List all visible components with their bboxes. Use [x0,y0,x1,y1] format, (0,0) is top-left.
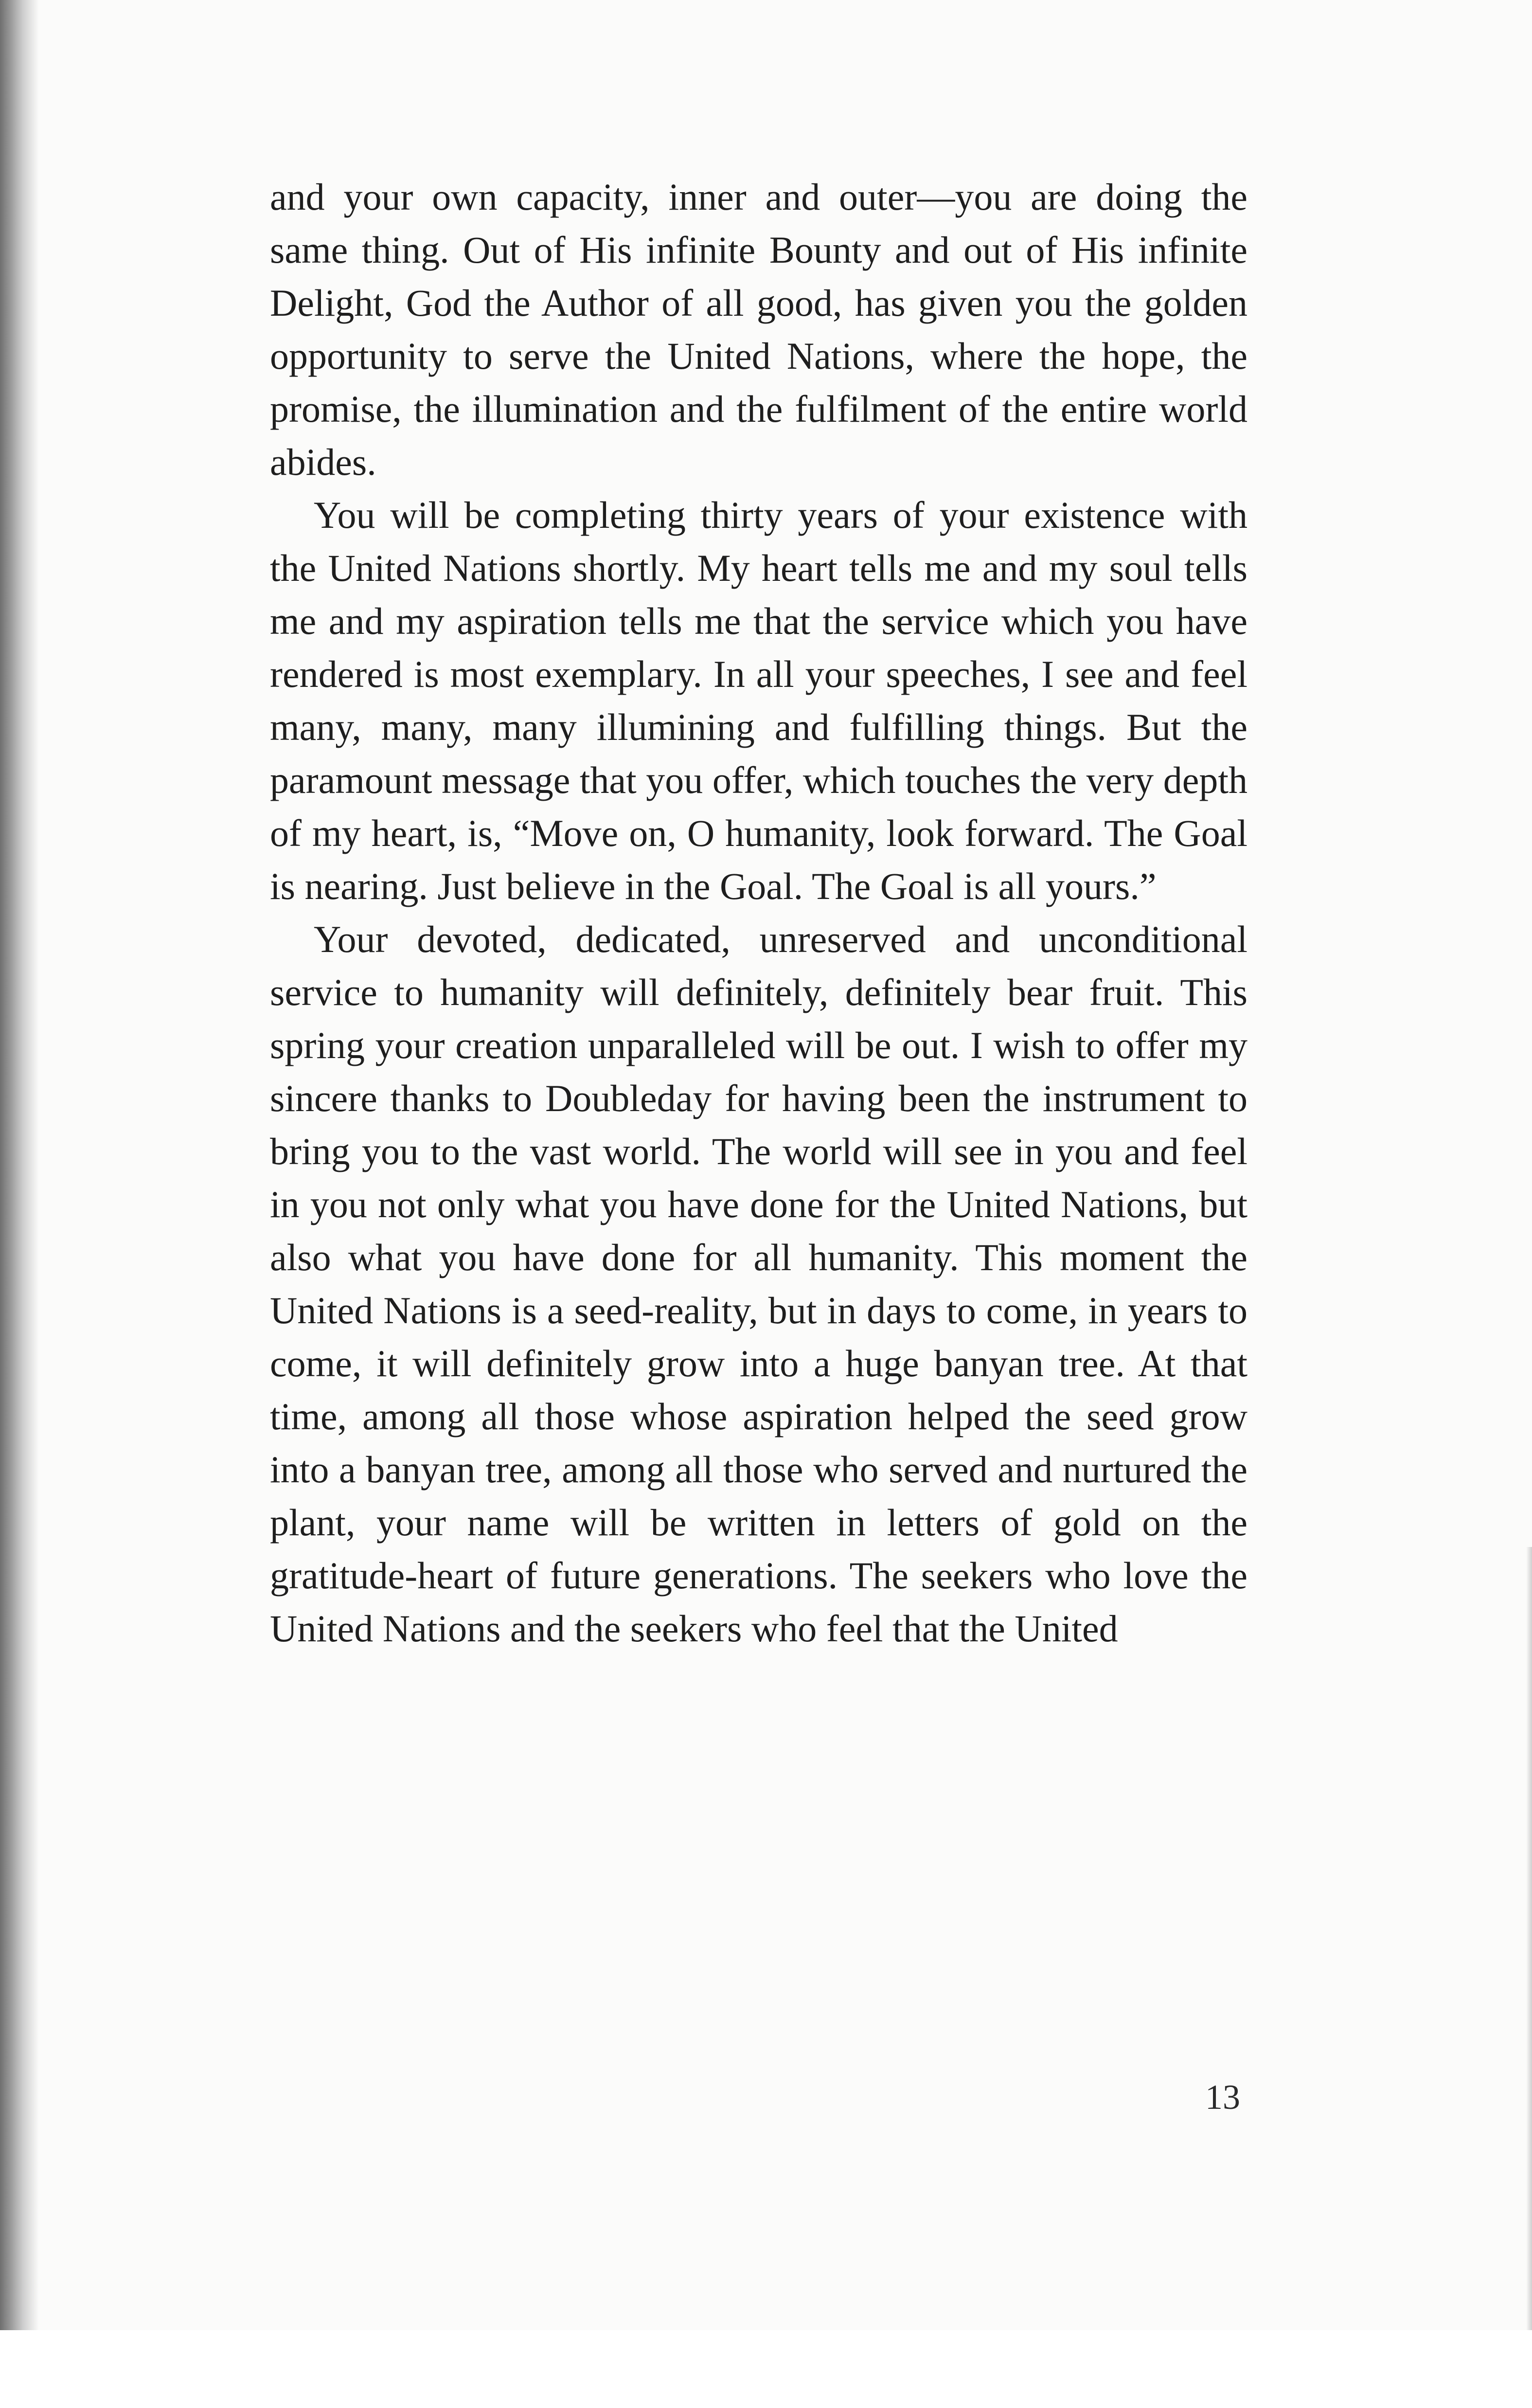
body-text [270,170,1247,1655]
scan-edge-shadow [0,0,39,2408]
scan-margin-bottom [0,2330,1532,2408]
paragraph-thirty-years: You will be completing thirty years of your existence with the United Nations shortly. My heart tells me and my soul tells me and my aspiration tells me that the service which you have rendered is most exemplary. In all your speeches, I see and feel many, many, many illumining and fulfilling things. But the paramount message that you offer, which touches the very depth of my heart, is, “Move on, O humanity, look forward. The Goal is nearing. Just believe in the Goal. The Goal is all yours.” [270,494,1247,907]
paragraph-service: Your devoted, dedicated, unreserved and unconditional service to humanity will definitely, definitely bear fruit. This spring your creation unparalleled will be out. I wish to offer my sincere thanks to Doubleday for having been the instrument to bring you to the vast world. The world will see in you and feel in you not only what you have done for the United Nations, but also what you have done for all humanity. This moment the United Nations is a seed-reality, but in days to come, in years to come, it will definitely grow into a huge banyan tree. At that time, among all those whose aspiration helped the seed grow into a banyan tree, among all those who served and nurtured the plant, your name will be written in letters of gold on the gratitude-heart of future generations. The seekers who love the United Nations and the seekers who feel that the United [270,918,1247,1650]
scan-edge-right [1526,1547,1532,2335]
page-number: 13 [1205,2078,1240,2117]
paragraph-continuation: and your own capacity, inner and outer—you are doing the same thing. Out of His infinite Bounty and out of His infinite Delight, God the Author of all good, has given you the golden opportunity to serve the United Nations, where the hope, the promise, the illumination and the fulfilment of the entire world abides. [270,176,1247,483]
